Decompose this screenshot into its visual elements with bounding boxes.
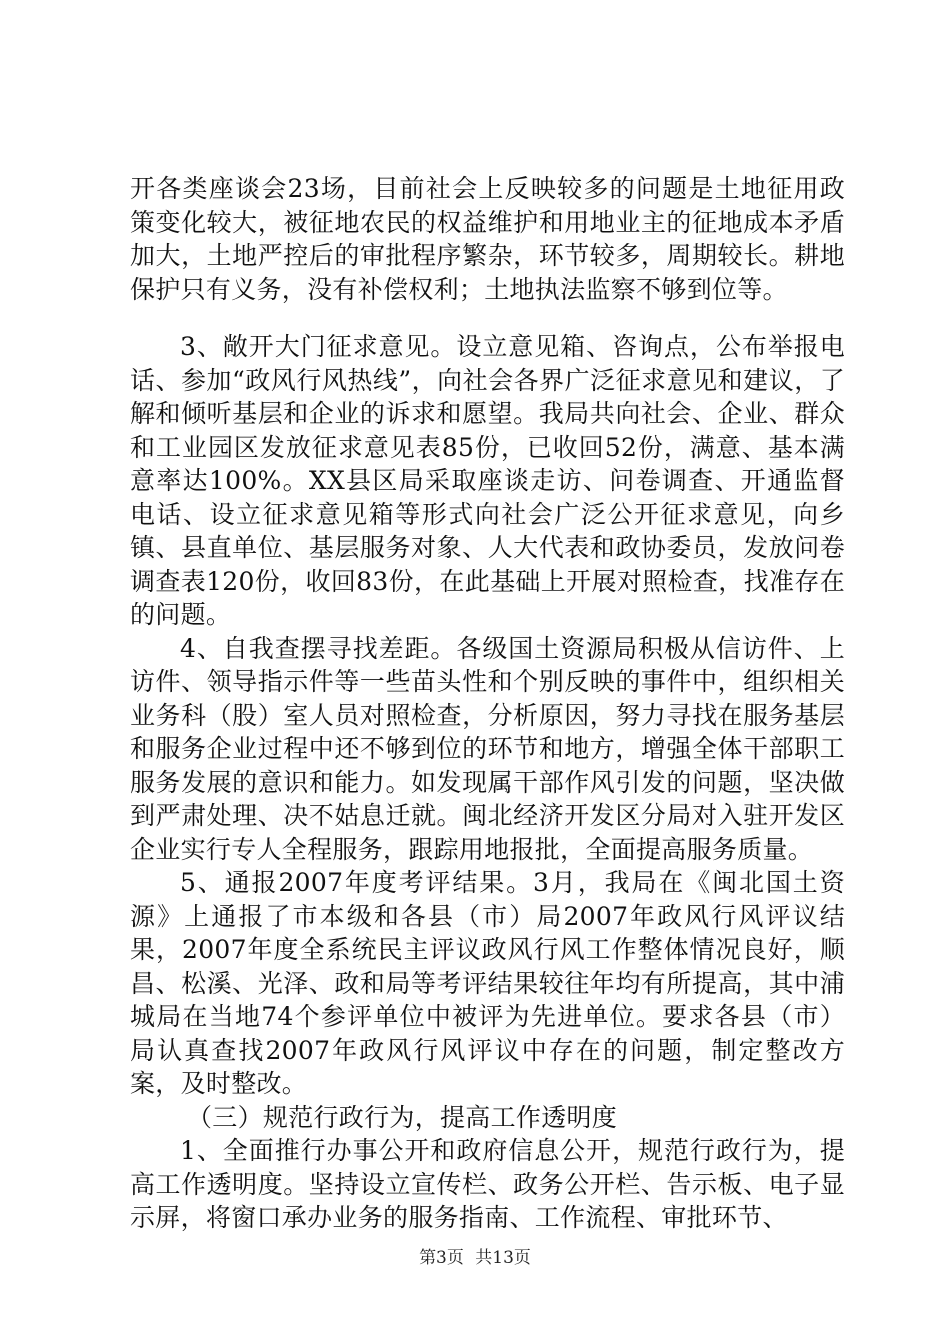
- page-footer: [0, 1243, 950, 1268]
- page-number: 第3页: [419, 1248, 464, 1268]
- paragraph-transparency: 1、全面推行办事公开和政府信息公开，规范行政行为，提高工作透明度。坚持设立宣传栏、政务公开栏、告示板、电子显示屏，将窗口承办业务的服务指南、工作流程、审批环节、: [130, 1136, 845, 1232]
- paragraph-gap: [130, 306, 845, 330]
- paragraph-evaluation-results: 5、通报2007年度考评结果。3月，我局在《闽北国土资源》上通报了市本级和各县（市）局2007年政风行风评议结果，2007年度全系统民主评议政风行风工作整体情况良好，顺昌、松溪、光泽、政和局等考评结果较往年均有所提高，其中浦城局在当地74个参评单位中被评为先进单位。要求各县（市）局认真查找2007年政风行风评议中存在的问题，制定整改方案，及时整改。: [130, 868, 845, 1098]
- paragraph-continuation: 开各类座谈会23场，目前社会上反映较多的问题是土地征用政策变化较大，被征地农民的权益维护和用地业主的征地成本矛盾加大，土地严控后的审批程序繁杂，环节较多，周期较长。耕地保护只有义务，没有补偿权利；土地执法监察不够到位等。: [130, 174, 845, 304]
- document-body: [130, 172, 845, 1235]
- section-heading: （三）规范行政行为，提高工作透明度: [187, 1102, 618, 1132]
- page-total: 共13页: [475, 1248, 531, 1268]
- paragraph-self-check: 4、自我查摆寻找差距。各级国土资源局积极从信访件、上访件、领导指示件等一些苗头性和个别反映的事件中，组织相关业务科（股）室人员对照检查，分析原因，努力寻找在服务基层和服务企业过程中还不够到位的环节和地方，增强全体干部职工服务发展的意识和能力。如发现属干部作风引发的问题，坚决做到严肃处理、决不姑息迁就。闽北经济开发区分局对入驻开发区企业实行专人全程服务，跟踪用地报批，全面提高服务质量。: [130, 633, 845, 864]
- paragraph-open-door: 3、敞开大门征求意见。设立意见箱、咨询点，公布举报电话、参加“政风行风热线”，向社会各界广泛征求意见和建议，了解和倾听基层和企业的诉求和愿望。我局共向社会、企业、群众和工业园区发放征求意见表85份，已收回52份，满意、基本满意率达100%。XX县区局采取座谈走访、问卷调查、开通监督电话、设立征求意见箱等形式向社会广泛公开征求意见，向乡镇、县直单位、基层服务对象、人大代表和政协委员，发放问卷调查表120份，收回83份，在此基础上开展对照检查，找准存在的问题。: [130, 332, 845, 629]
